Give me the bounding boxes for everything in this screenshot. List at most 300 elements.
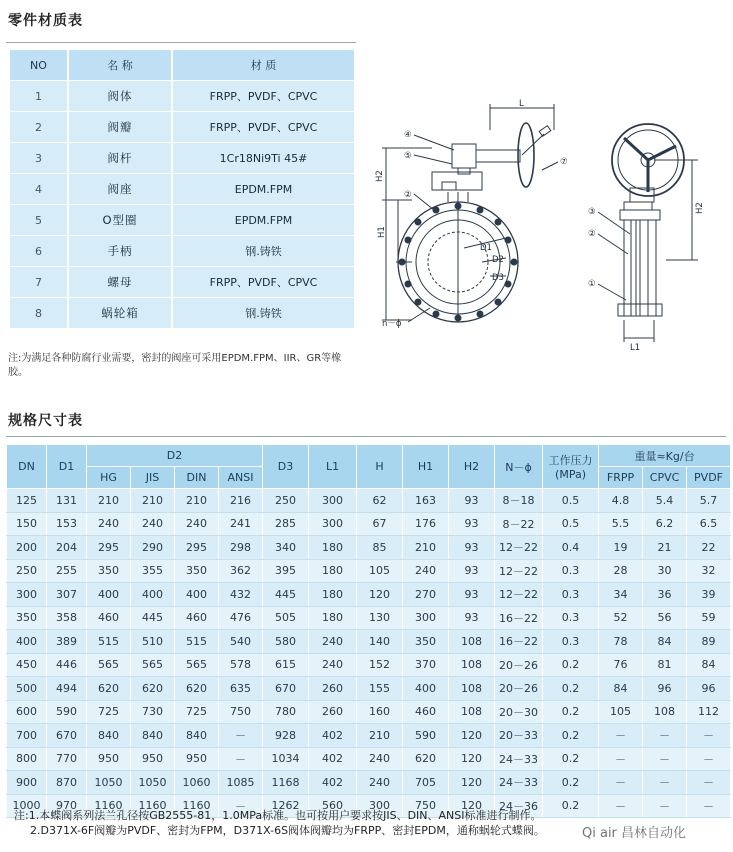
spec-cell-d2-jis: 290 [131, 536, 175, 560]
spec-cell-d2-din: 1160 [175, 794, 219, 818]
spec-cell-h1: 620 [403, 747, 449, 771]
spec-cell-d2-jis: 620 [131, 677, 175, 701]
materials-cell-name: 蜗轮箱 [68, 298, 172, 329]
materials-cell-name: 手柄 [68, 236, 172, 267]
spec-cell-h: 160 [357, 700, 403, 724]
watermark: Qi air 昌林自动化 [582, 826, 687, 841]
spec-cell-d2-ansi: 540 [219, 630, 263, 654]
materials-cell-no: 4 [10, 174, 68, 205]
spec-cell-l1: 240 [309, 630, 357, 654]
side-H2-label: H2 [695, 202, 705, 214]
spec-cell-pressure: 0.2 [543, 794, 599, 818]
spec-cell-n-phi: 16－22 [495, 606, 543, 630]
materials-header-name: 名 称 [68, 50, 172, 81]
spec-cell-weight-pvdf: 84 [687, 653, 731, 677]
materials-cell-no: 7 [10, 267, 68, 298]
spec-cell-dn: 800 [7, 747, 47, 771]
spec-cell-l1: 560 [309, 794, 357, 818]
materials-cell-no: 3 [10, 143, 68, 174]
spec-cell-pressure: 0.2 [543, 724, 599, 748]
spec-cell-l1: 180 [309, 583, 357, 607]
spec-cell-d2-jis: 565 [131, 653, 175, 677]
spec-cell-h: 240 [357, 747, 403, 771]
spec-cell-n-phi: 24－33 [495, 747, 543, 771]
spec-row [7, 536, 731, 560]
spec-header-h1: H1 [403, 445, 449, 489]
spec-cell-n-phi: 12－22 [495, 583, 543, 607]
spec-cell-h: 155 [357, 677, 403, 701]
spec-cell-d2-ansi: － [219, 724, 263, 748]
spec-cell-h: 85 [357, 536, 403, 560]
spec-cell-d2-ansi: － [219, 794, 263, 818]
materials-row [10, 267, 354, 298]
spec-cell-weight-cpvc: － [643, 724, 687, 748]
spec-cell-d2-din: 565 [175, 653, 219, 677]
spec-row [7, 606, 731, 630]
spec-cell-d2-hg: 460 [87, 606, 131, 630]
spec-header-d2-din: DIN [175, 467, 219, 489]
spec-cell-weight-pvdf: 96 [687, 677, 731, 701]
materials-cell-material: 钢.铸铁 [172, 298, 354, 329]
side-callout-3: ③ [588, 207, 596, 217]
spec-cell-weight-pvdf: 5.7 [687, 489, 731, 513]
materials-cell-material: 钢.铸铁 [172, 236, 354, 267]
dim-D2-label: D2 [492, 255, 504, 265]
spec-cell-dn: 300 [7, 583, 47, 607]
spec-cell-h1: 460 [403, 700, 449, 724]
spec-cell-d3: 1168 [263, 771, 309, 795]
spec-cell-d1: 446 [47, 653, 87, 677]
spec-cell-d3: 285 [263, 512, 309, 536]
spec-row [7, 559, 731, 583]
spec-cell-d2-hg: 210 [87, 489, 131, 513]
spec-cell-d2-din: 515 [175, 630, 219, 654]
materials-header-material: 材 质 [172, 50, 354, 81]
spec-cell-dn: 700 [7, 724, 47, 748]
spec-cell-d1: 389 [47, 630, 87, 654]
spec-cell-d2-hg: 725 [87, 700, 131, 724]
spec-cell-pressure: 0.5 [543, 512, 599, 536]
spec-cell-d2-din: 460 [175, 606, 219, 630]
spec-header-d1: D1 [47, 445, 87, 489]
materials-cell-name: 阀座 [68, 174, 172, 205]
spec-cell-weight-frpp: 5.5 [599, 512, 643, 536]
spec-cell-h: 62 [357, 489, 403, 513]
spec-cell-h2: 93 [449, 559, 495, 583]
spec-header-pressure-unit: (MPa) [555, 468, 587, 481]
spec-cell-l1: 260 [309, 700, 357, 724]
spec-cell-h: 152 [357, 653, 403, 677]
spec-cell-weight-cpvc: － [643, 794, 687, 818]
materials-row [10, 81, 354, 112]
spec-row [7, 512, 731, 536]
spec-cell-weight-cpvc: 36 [643, 583, 687, 607]
spec-title: 规格尺寸表 [8, 413, 83, 429]
spec-cell-h1: 350 [403, 630, 449, 654]
materials-row [10, 298, 354, 329]
spec-header-d2-hg: HG [87, 467, 131, 489]
spec-cell-dn: 350 [7, 606, 47, 630]
callout-7: ⑦ [560, 157, 568, 167]
spec-cell-weight-cpvc: 84 [643, 630, 687, 654]
spec-cell-h1: 270 [403, 583, 449, 607]
spec-cell-n-phi: 20－30 [495, 700, 543, 724]
valve-front-view-drawing [372, 99, 587, 329]
spec-cell-h1: 750 [403, 794, 449, 818]
materials-cell-material: EPDM.FPM [172, 205, 354, 236]
spec-cell-weight-pvdf: － [687, 794, 731, 818]
spec-cell-h2: 93 [449, 489, 495, 513]
materials-cell-name: O型圈 [68, 205, 172, 236]
spec-cell-weight-cpvc: 21 [643, 536, 687, 560]
spec-header-pressure [543, 445, 599, 489]
side-callout-2: ② [588, 229, 596, 239]
materials-cell-material: 1Cr18Ni9Ti 45# [172, 143, 354, 174]
spec-cell-h2: 120 [449, 724, 495, 748]
spec-cell-weight-frpp: － [599, 747, 643, 771]
spec-cell-h: 67 [357, 512, 403, 536]
spec-cell-h2: 108 [449, 700, 495, 724]
spec-cell-d2-jis: 730 [131, 700, 175, 724]
spec-cell-d2-ansi: 432 [219, 583, 263, 607]
spec-cell-weight-frpp: 34 [599, 583, 643, 607]
callout-4: ④ [404, 130, 412, 140]
spec-cell-pressure: 0.2 [543, 700, 599, 724]
materials-cell-material: FRPP、PVDF、CPVC [172, 267, 354, 298]
spec-cell-d2-din: 295 [175, 536, 219, 560]
spec-cell-weight-frpp: 105 [599, 700, 643, 724]
spec-cell-h1: 400 [403, 677, 449, 701]
spec-cell-d2-din: 350 [175, 559, 219, 583]
spec-cell-h2: 93 [449, 512, 495, 536]
spec-cell-pressure: 0.4 [543, 536, 599, 560]
spec-cell-d2-ansi: 362 [219, 559, 263, 583]
spec-cell-pressure: 0.3 [543, 583, 599, 607]
spec-cell-dn: 500 [7, 677, 47, 701]
dim-D3-label: D3 [492, 273, 504, 283]
materials-table [10, 50, 354, 329]
callout-5: ⑤ [404, 151, 412, 161]
spec-cell-d2-hg: 950 [87, 747, 131, 771]
spec-cell-l1: 300 [309, 489, 357, 513]
spec-cell-d2-jis: 1050 [131, 771, 175, 795]
spec-cell-h2: 93 [449, 606, 495, 630]
materials-title-rule [6, 42, 356, 43]
spec-cell-h1: 240 [403, 559, 449, 583]
materials-cell-no: 8 [10, 298, 68, 329]
callout-2: ② [404, 190, 412, 200]
spec-cell-weight-frpp: 78 [599, 630, 643, 654]
materials-row [10, 174, 354, 205]
materials-cell-material: FRPP、PVDF、CPVC [172, 112, 354, 143]
spec-cell-d2-din: 240 [175, 512, 219, 536]
spec-cell-h2: 108 [449, 653, 495, 677]
spec-cell-dn: 600 [7, 700, 47, 724]
spec-cell-pressure: 0.3 [543, 559, 599, 583]
spec-cell-d2-ansi: 750 [219, 700, 263, 724]
spec-cell-weight-cpvc: 96 [643, 677, 687, 701]
spec-cell-d2-ansi: － [219, 747, 263, 771]
spec-cell-weight-cpvc: 108 [643, 700, 687, 724]
spec-cell-d2-jis: 950 [131, 747, 175, 771]
dim-L-label: L [519, 99, 524, 109]
spec-cell-pressure: 0.5 [543, 489, 599, 513]
spec-cell-pressure: 0.3 [543, 630, 599, 654]
spec-cell-h2: 120 [449, 747, 495, 771]
spec-cell-weight-pvdf: 59 [687, 606, 731, 630]
spec-cell-d2-jis: 445 [131, 606, 175, 630]
spec-cell-l1: 402 [309, 771, 357, 795]
spec-cell-n-phi: 8－22 [495, 512, 543, 536]
spec-cell-d2-hg: 240 [87, 512, 131, 536]
spec-cell-d2-hg: 400 [87, 583, 131, 607]
spec-notes [14, 808, 545, 838]
spec-cell-d2-din: 950 [175, 747, 219, 771]
spec-cell-weight-pvdf: 39 [687, 583, 731, 607]
spec-cell-l1: 402 [309, 747, 357, 771]
spec-cell-d1: 870 [47, 771, 87, 795]
spec-cell-dn: 125 [7, 489, 47, 513]
spec-cell-dn: 150 [7, 512, 47, 536]
spec-cell-d1: 358 [47, 606, 87, 630]
spec-header-dn: DN [7, 445, 47, 489]
spec-header-weight: 重量≈Kg/台 [599, 445, 731, 467]
spec-cell-weight-frpp: 28 [599, 559, 643, 583]
spec-row [7, 700, 731, 724]
spec-cell-d2-jis: 210 [131, 489, 175, 513]
spec-cell-d3: 505 [263, 606, 309, 630]
spec-cell-d2-hg: 515 [87, 630, 131, 654]
spec-cell-d1: 670 [47, 724, 87, 748]
spec-row [7, 630, 731, 654]
spec-cell-weight-cpvc: － [643, 747, 687, 771]
spec-cell-weight-pvdf: 112 [687, 700, 731, 724]
spec-header-weight-cpvc: CPVC [643, 467, 687, 489]
spec-cell-n-phi: 20－26 [495, 653, 543, 677]
spec-cell-h2: 108 [449, 677, 495, 701]
side-callout-1: ① [588, 279, 596, 289]
materials-row [10, 143, 354, 174]
spec-cell-d1: 131 [47, 489, 87, 513]
spec-cell-d3: 928 [263, 724, 309, 748]
materials-cell-no: 1 [10, 81, 68, 112]
spec-cell-weight-cpvc: 56 [643, 606, 687, 630]
spec-cell-h: 210 [357, 724, 403, 748]
spec-cell-h2: 120 [449, 771, 495, 795]
spec-note-prefix: 注: [14, 809, 29, 822]
materials-title: 零件材质表 [8, 13, 83, 29]
spec-cell-h1: 210 [403, 536, 449, 560]
spec-cell-h2: 93 [449, 583, 495, 607]
materials-cell-name: 阀瓣 [68, 112, 172, 143]
spec-cell-d1: 590 [47, 700, 87, 724]
spec-cell-h2: 108 [449, 630, 495, 654]
spec-cell-weight-pvdf: 22 [687, 536, 731, 560]
valve-side-view-drawing [588, 110, 726, 353]
spec-cell-weight-frpp: 4.8 [599, 489, 643, 513]
spec-cell-weight-cpvc: 81 [643, 653, 687, 677]
spec-cell-weight-frpp: － [599, 794, 643, 818]
materials-note-prefix: 注: [8, 353, 22, 364]
materials-header-row [10, 50, 354, 81]
spec-cell-d3: 250 [263, 489, 309, 513]
spec-cell-h1: 705 [403, 771, 449, 795]
spec-cell-h2: 120 [449, 794, 495, 818]
spec-cell-n-phi: 12－22 [495, 559, 543, 583]
spec-cell-weight-pvdf: － [687, 771, 731, 795]
spec-cell-dn: 250 [7, 559, 47, 583]
spec-cell-h2: 93 [449, 536, 495, 560]
materials-cell-material: EPDM.FPM [172, 174, 354, 205]
materials-row [10, 236, 354, 267]
dim-D1-label: D1 [480, 243, 492, 253]
spec-cell-d1: 204 [47, 536, 87, 560]
spec-cell-d3: 1262 [263, 794, 309, 818]
spec-header-d2-jis: JIS [131, 467, 175, 489]
spec-cell-d2-hg: 565 [87, 653, 131, 677]
spec-cell-d2-din: 725 [175, 700, 219, 724]
spec-cell-d1: 255 [47, 559, 87, 583]
materials-cell-no: 5 [10, 205, 68, 236]
spec-cell-d3: 580 [263, 630, 309, 654]
spec-cell-pressure: 0.2 [543, 677, 599, 701]
spec-cell-h: 300 [357, 794, 403, 818]
spec-cell-pressure: 0.2 [543, 747, 599, 771]
spec-cell-h1: 370 [403, 653, 449, 677]
spec-cell-weight-frpp: 76 [599, 653, 643, 677]
spec-cell-weight-cpvc: 6.2 [643, 512, 687, 536]
spec-cell-n-phi: 8－18 [495, 489, 543, 513]
spec-cell-d2-ansi: 216 [219, 489, 263, 513]
dim-L1-label: L1 [630, 343, 641, 353]
materials-cell-name: 阀杆 [68, 143, 172, 174]
spec-header-d2: D2 [87, 445, 263, 467]
spec-cell-dn: 400 [7, 630, 47, 654]
spec-title-rule [6, 436, 726, 437]
spec-cell-l1: 180 [309, 606, 357, 630]
spec-cell-d1: 494 [47, 677, 87, 701]
spec-header-weight-frpp: FRPP [599, 467, 643, 489]
spec-cell-d2-jis: 400 [131, 583, 175, 607]
spec-cell-weight-cpvc: 5.4 [643, 489, 687, 513]
spec-row [7, 747, 731, 771]
spec-cell-pressure: 0.2 [543, 771, 599, 795]
spec-cell-d2-jis: 840 [131, 724, 175, 748]
spec-cell-l1: 402 [309, 724, 357, 748]
spec-row [7, 653, 731, 677]
spec-cell-h: 140 [357, 630, 403, 654]
spec-cell-l1: 180 [309, 559, 357, 583]
spec-cell-weight-frpp: － [599, 771, 643, 795]
spec-cell-d3: 670 [263, 677, 309, 701]
spec-cell-h: 240 [357, 771, 403, 795]
spec-cell-pressure: 0.3 [543, 606, 599, 630]
spec-cell-h1: 163 [403, 489, 449, 513]
spec-cell-d2-ansi: 635 [219, 677, 263, 701]
spec-cell-d1: 307 [47, 583, 87, 607]
materials-row [10, 205, 354, 236]
materials-note [8, 352, 360, 380]
spec-header-d2-ansi: ANSI [219, 467, 263, 489]
spec-cell-dn: 900 [7, 771, 47, 795]
spec-cell-d2-din: 1060 [175, 771, 219, 795]
spec-cell-weight-frpp: 52 [599, 606, 643, 630]
dim-H2-label: H2 [375, 170, 385, 182]
spec-cell-h: 120 [357, 583, 403, 607]
spec-cell-d1: 770 [47, 747, 87, 771]
spec-cell-h: 130 [357, 606, 403, 630]
spec-row [7, 677, 731, 701]
spec-header-h2: H2 [449, 445, 495, 489]
spec-cell-dn: 1000 [7, 794, 47, 818]
materials-row [10, 112, 354, 143]
spec-cell-d2-ansi: 476 [219, 606, 263, 630]
spec-cell-d2-ansi: 298 [219, 536, 263, 560]
spec-row [7, 771, 731, 795]
spec-cell-d2-jis: 355 [131, 559, 175, 583]
spec-cell-weight-pvdf: 89 [687, 630, 731, 654]
spec-cell-n-phi: 16－22 [495, 630, 543, 654]
spec-row [7, 724, 731, 748]
spec-cell-d3: 395 [263, 559, 309, 583]
spec-header-l1: L1 [309, 445, 357, 489]
spec-cell-d2-jis: 240 [131, 512, 175, 536]
spec-cell-weight-pvdf: 32 [687, 559, 731, 583]
spec-cell-h: 105 [357, 559, 403, 583]
spec-cell-d3: 445 [263, 583, 309, 607]
spec-cell-l1: 240 [309, 653, 357, 677]
spec-cell-d2-hg: 295 [87, 536, 131, 560]
dim-n-phi-label: n－ϕ [382, 319, 402, 329]
spec-header-pressure-label: 工作压力 [548, 454, 593, 467]
spec-cell-weight-pvdf: 6.5 [687, 512, 731, 536]
spec-header-weight-pvdf: PVDF [687, 467, 731, 489]
spec-cell-d3: 780 [263, 700, 309, 724]
spec-cell-n-phi: 24－36 [495, 794, 543, 818]
spec-cell-d1: 153 [47, 512, 87, 536]
spec-cell-weight-pvdf: － [687, 724, 731, 748]
materials-cell-name: 阀体 [68, 81, 172, 112]
spec-cell-n-phi: 24－33 [495, 771, 543, 795]
spec-cell-d3: 615 [263, 653, 309, 677]
spec-cell-d2-din: 400 [175, 583, 219, 607]
spec-cell-d2-ansi: 578 [219, 653, 263, 677]
spec-cell-l1: 180 [309, 536, 357, 560]
materials-cell-material: FRPP、PVDF、CPVC [172, 81, 354, 112]
spec-cell-d2-din: 210 [175, 489, 219, 513]
spec-cell-weight-pvdf: － [687, 747, 731, 771]
spec-cell-n-phi: 12－22 [495, 536, 543, 560]
spec-cell-l1: 260 [309, 677, 357, 701]
spec-cell-weight-cpvc: 30 [643, 559, 687, 583]
materials-header-no: NO [10, 50, 68, 81]
spec-note-1: 1.本蝶阀系列法兰孔径按GB2555-81，1.0MPa标准。也可按用户要求按JIS、DIN、ANSI标准进行制作。 [28, 809, 542, 822]
spec-cell-n-phi: 20－33 [495, 724, 543, 748]
spec-table [6, 444, 731, 818]
spec-cell-n-phi: 20－26 [495, 677, 543, 701]
spec-cell-l1: 300 [309, 512, 357, 536]
spec-cell-d2-hg: 840 [87, 724, 131, 748]
spec-cell-h1: 300 [403, 606, 449, 630]
spec-header-h: H [357, 445, 403, 489]
spec-cell-d2-ansi: 241 [219, 512, 263, 536]
spec-cell-d2-hg: 1050 [87, 771, 131, 795]
spec-cell-pressure: 0.2 [543, 653, 599, 677]
spec-cell-weight-cpvc: － [643, 771, 687, 795]
spec-cell-d2-ansi: 1085 [219, 771, 263, 795]
spec-cell-d2-hg: 1160 [87, 794, 131, 818]
spec-cell-d3: 1034 [263, 747, 309, 771]
